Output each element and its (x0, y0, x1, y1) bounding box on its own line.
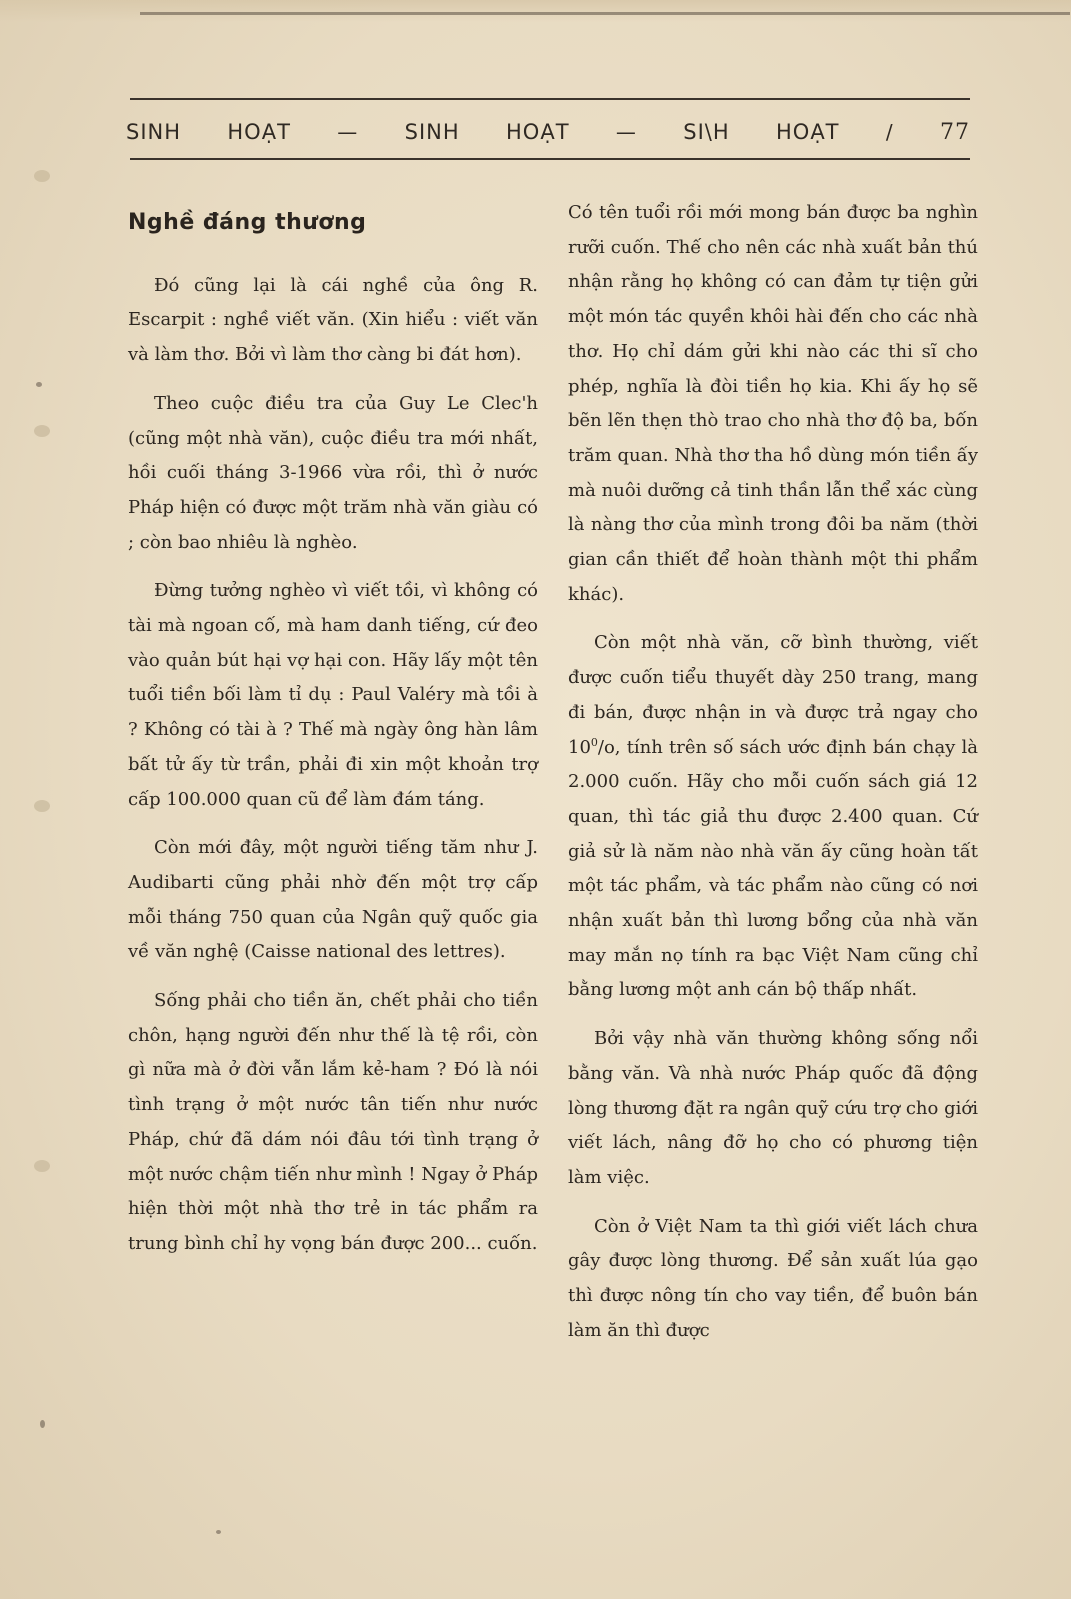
running-header (126, 112, 970, 152)
paragraph (568, 626, 978, 1008)
header-word: HOẠT (227, 120, 291, 144)
print-speck (36, 382, 42, 387)
paragraph-text: /o, tính trên số sách ước định bán chạy là 2.000 cuốn. Hãy cho mỗi cuốn sách giá 12 quan, thì tác giả thu được 2.400 quan. Cứ giả sử là năm nào nhà văn ấy cũng hoàn tất một tác phẩm, và tác phẩm nào cũng có nơi nhận xuất bản thì lương bổng của nhà văn may mắn nọ tính ra bạc Việt Nam cũng chỉ bằng lương một anh cán bộ thấp nhất. (568, 736, 978, 1001)
print-speck (216, 1530, 221, 1534)
paragraph: Có tên tuổi rồi mới mong bán được ba nghìn rưỡi cuốn. Thế cho nên các nhà xuất bản thú nhận rằng họ không có can đảm tự tiện gửi một món tác quyền khôi hài đến cho các nhà thơ. Họ chỉ dám gửi khi nào các thi sĩ cho phép, nghĩa là đòi tiền họ kia. Khi ấy họ sẽ bẽn lẽn thẹn thò trao cho nhà thơ độ ba, bốn trăm quan. Nhà thơ tha hồ dùng món tiền ấy mà nuôi dưỡng cả tinh thần lẫn thể xác cùng là nàng thơ của mình trong đôi ba năm (thời gian cần thiết để hoàn thành một thi phẩm khác). (568, 202, 978, 605)
section-title: Nghề đáng thương (128, 210, 367, 235)
paragraph-text: Còn một nhà văn, cỡ bình thường, viết được cuốn tiểu thuyết dày 250 trang, mang đi bán, được nhận in và được trả ngay cho 10 (568, 632, 978, 758)
binding-hole-mid (34, 425, 50, 437)
header-dash: — (615, 120, 637, 144)
header-slash: / (885, 120, 894, 144)
percent-superscript: 0 (590, 735, 598, 749)
header-word: SINH (126, 120, 182, 144)
header-word: SI\H (683, 120, 730, 144)
paragraph: Đừng tưởng nghèo vì viết tồi, vì không có tài mà ngoan cố, mà ham danh tiếng, cứ đeo vào quản bút hại vợ hại con. Hãy lấy một tên tuổi tiền bối làm tỉ dụ : Paul Valéry mà tồi à ? Không có tài à ? Thế mà ngày ông hàn lâm bất tử ấy từ trần, phải đi xin một khoản trợ cấp 100.000 quan cũ để làm đám táng. (128, 580, 538, 810)
header-word: HOẠT (506, 120, 570, 144)
binding-hole-low (34, 800, 50, 812)
paragraph: Còn ở Việt Nam ta thì giới viết lách chưa gây được lòng thương. Để sản xuất lúa gạo thì được nông tín cho vay tiền, để buôn bán làm ăn thì được (568, 1215, 978, 1341)
paragraph: Sống phải cho tiền ăn, chết phải cho tiền chôn, hạng người đến như thế là tệ rồi, còn gì nữa mà ở đời vẫn lắm kẻ-ham ? Đó là nói tình trạng ở một nước tân tiến như nước Pháp, chứ đã dám nói đâu tới tình trạng ở một nước chậm tiến như mình ! Ngay ở Pháp hiện thời một nhà thơ trẻ in tác phẩm ra trung bình chỉ hy vọng bán được 200... cuốn. (128, 990, 538, 1254)
header-word: HOẠT (776, 120, 840, 144)
paragraph: Còn mới đây, một người tiếng tăm như J. Audibarti cũng phải nhờ đến một trợ cấp mỗi tháng 750 quan của Ngân quỹ quốc gia về văn nghệ (Caisse national des lettres). (128, 837, 538, 963)
page-top-edge-line (140, 12, 1070, 15)
right-column (568, 196, 978, 1363)
header-dash: — (337, 120, 359, 144)
paragraph: Theo cuộc điều tra của Guy Le Clec'h (cũng một nhà văn), cuộc điều tra mới nhất, hồi cuối tháng 3-1966 vừa rồi, thì ở nước Pháp hiện có được một trăm nhà văn giàu có ; còn bao nhiêu là nghèo. (128, 392, 538, 553)
paragraph: Đó cũng lại là cái nghề của ông R. Escarpit : nghề viết văn. (Xin hiểu : viết văn và làm thơ. Bởi vì làm thơ càng bi đát hơn). (128, 274, 538, 366)
header-word: SINH (404, 120, 460, 144)
binding-hole-top (34, 170, 50, 182)
header-rule-top (130, 98, 970, 100)
page-top-edge (0, 0, 1071, 22)
binding-hole-bottom (34, 1160, 50, 1172)
left-column (128, 196, 538, 1276)
header-rule-bottom (130, 158, 970, 160)
print-speck (40, 1420, 45, 1428)
paragraph: Bởi vậy nhà văn thường không sống nổi bằng văn. Và nhà nước Pháp quốc đã động lòng thương đặt ra ngân quỹ cứu trợ cho giới viết lách, nâng đỡ họ cho có phương tiện làm việc. (568, 1028, 978, 1188)
page-number: 77 (939, 119, 970, 145)
